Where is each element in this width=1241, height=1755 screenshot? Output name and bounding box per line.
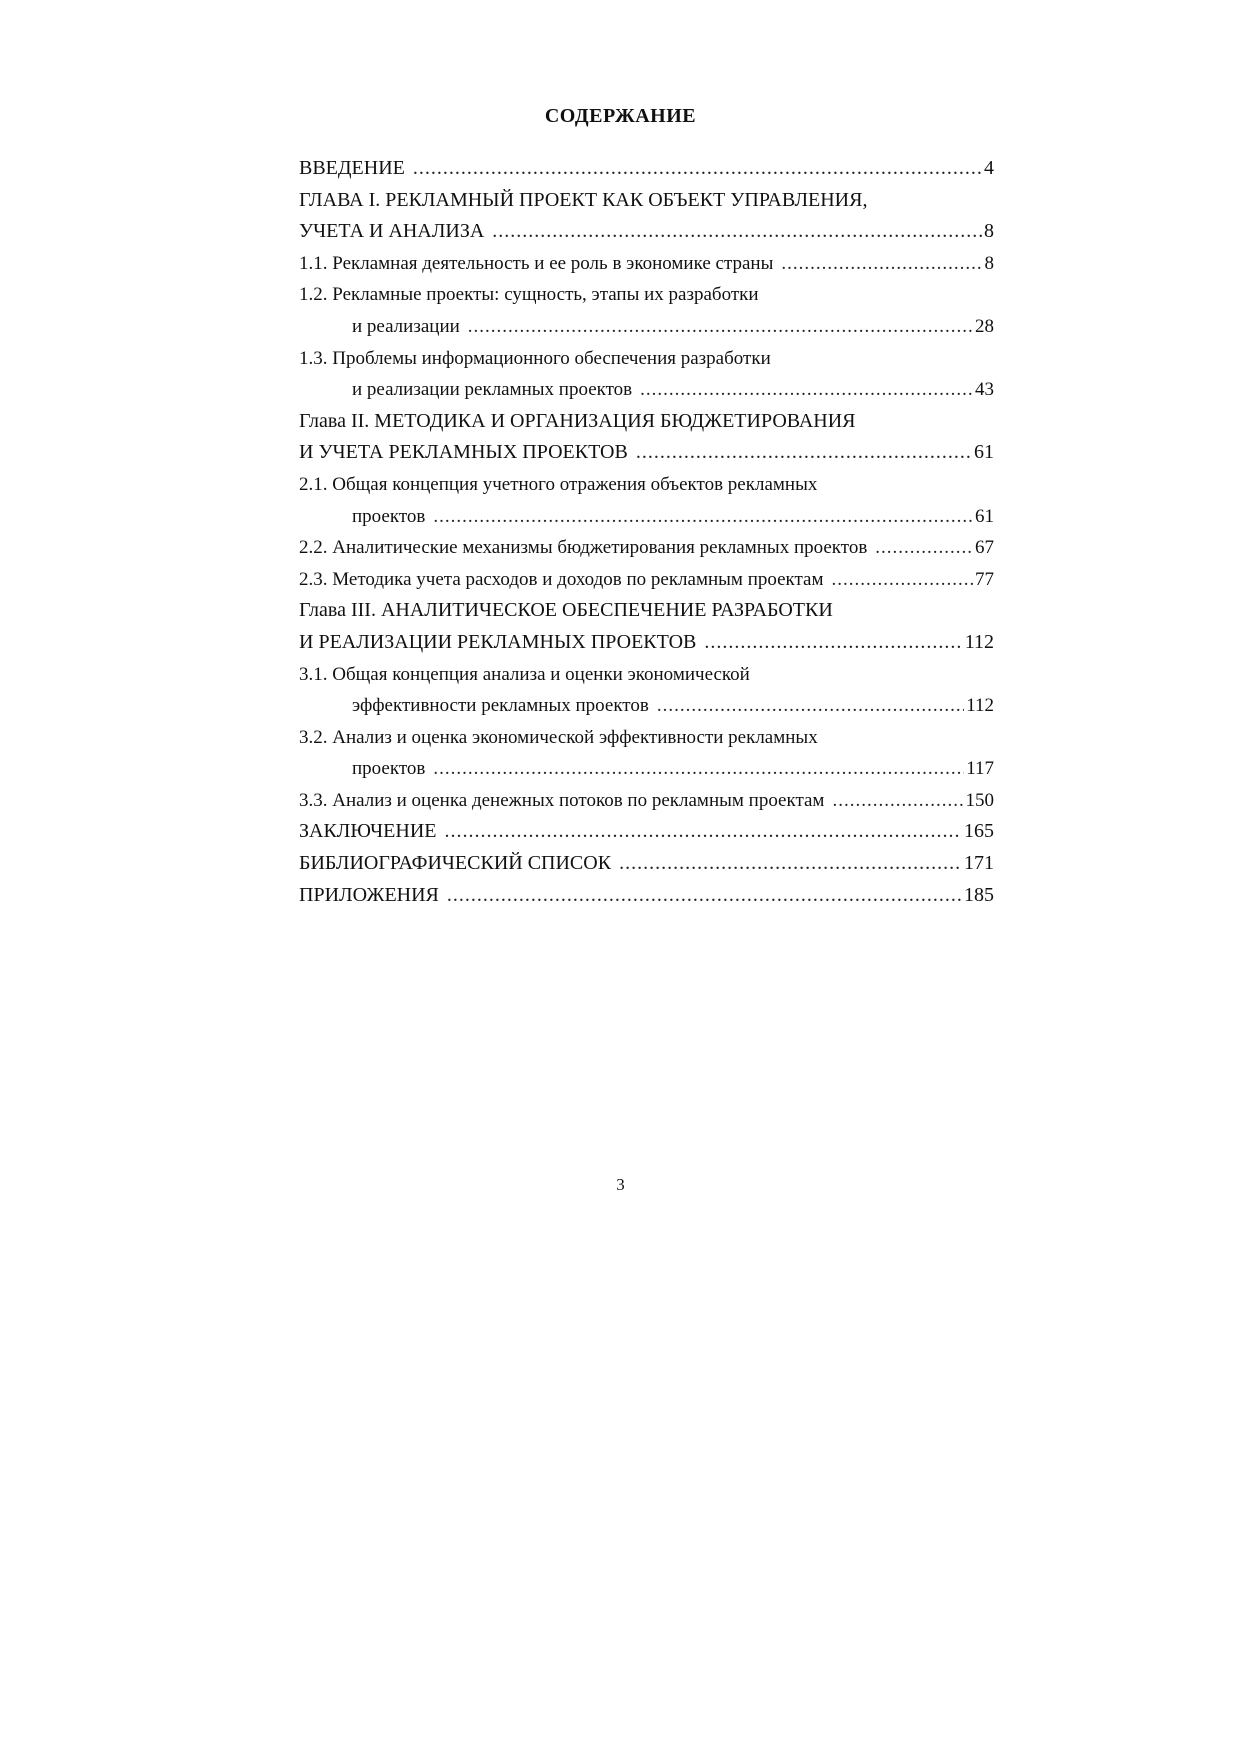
toc-dot-leader: [492, 216, 982, 248]
toc-entry-title: 1.2. Рекламные проекты: сущность, этапы их разработки: [299, 284, 759, 306]
toc-entry-title: БИБЛИОГРАФИЧЕСКИЙ СПИСОК: [299, 852, 612, 875]
toc-entry-title: 2.1. Общая концепция учетного отражения объектов рекламных: [299, 473, 818, 495]
toc-entry-title-continuation: И УЧЕТА РЕКЛАМНЫХ ПРОЕКТОВ: [299, 441, 628, 464]
toc-page-number: 8: [984, 252, 994, 274]
toc-entry-section-2-2[interactable]: [299, 532, 994, 564]
toc-entry-title: Глава II. МЕТОДИКА И ОРГАНИЗАЦИЯ БЮДЖЕТИРОВАНИЯ: [299, 409, 856, 432]
page-number: 3: [616, 1175, 625, 1194]
toc-entry-title: 1.1. Рекламная деятельность и ее роль в экономике страны: [299, 252, 774, 274]
toc-dot-leader: [636, 437, 972, 469]
toc-entry-title-continuation: проектов: [352, 505, 426, 527]
toc-page-number: 77: [975, 568, 994, 590]
toc-entry-introduction[interactable]: [299, 153, 994, 185]
toc-entry-chapter-2[interactable]: [299, 406, 994, 469]
toc-entry-title: 2.2. Аналитические механизмы бюджетирования рекламных проектов: [299, 537, 868, 559]
toc-entry-chapter-3[interactable]: [299, 595, 994, 658]
toc-entry-section-1-3[interactable]: [299, 343, 994, 406]
toc-entry-title: 3.3. Анализ и оценка денежных потоков по рекламным проектам: [299, 789, 825, 811]
toc-entry-section-3-3[interactable]: [299, 785, 994, 817]
toc-dot-leader: [447, 880, 962, 912]
toc-entry-title: 3.2. Анализ и оценка экономической эффективности рекламных: [299, 726, 818, 748]
toc-entry-title-continuation: проектов: [352, 758, 426, 780]
toc-entry-section-1-1[interactable]: [299, 248, 994, 280]
page-title: СОДЕРЖАНИЕ: [544, 105, 697, 127]
toc-entry-title: ПРИЛОЖЕНИЯ: [299, 883, 439, 906]
toc-page-number: 117: [966, 758, 994, 780]
toc-dot-leader: [433, 753, 964, 785]
toc-entry-title-continuation: УЧЕТА И АНАЛИЗА: [299, 220, 485, 243]
toc-page-number: 61: [974, 441, 994, 464]
toc-dot-leader: [619, 848, 962, 880]
toc-dot-leader: [433, 501, 973, 533]
toc-entry-title: ВВЕДЕНИЕ: [299, 157, 405, 179]
toc-dot-leader: [413, 153, 982, 185]
toc-entry-appendices[interactable]: [299, 880, 994, 912]
toc-entry-title: 2.3. Методика учета расходов и доходов по рекламным проектам: [299, 568, 824, 590]
toc-entry-section-2-3[interactable]: [299, 564, 994, 596]
toc-entry-title: 3.1. Общая концепция анализа и оценки экономической: [299, 663, 750, 685]
toc-page-number: 150: [965, 789, 994, 811]
toc-entry-section-3-1[interactable]: [299, 659, 994, 722]
toc-entry-title-continuation: И РЕАЛИЗАЦИИ РЕКЛАМНЫХ ПРОЕКТОВ: [299, 630, 697, 653]
toc-page-number: 4: [984, 157, 994, 179]
toc-entry-section-1-2[interactable]: [299, 279, 994, 342]
toc-entry-title-continuation: и реализации рекламных проектов: [352, 379, 633, 401]
toc-dot-leader: [832, 564, 974, 596]
toc-entry-section-3-2[interactable]: [299, 722, 994, 785]
toc-page-number: 67: [975, 537, 994, 559]
toc-dot-leader: [468, 311, 973, 343]
toc-dot-leader: [832, 785, 963, 817]
toc-page-number: 112: [966, 695, 994, 717]
toc-dot-leader: [875, 532, 973, 564]
toc-page-number: 185: [964, 883, 994, 906]
table-of-contents: [299, 153, 994, 911]
toc-entry-title-continuation: эффективности рекламных проектов: [352, 695, 649, 717]
toc-entry-title: Глава III. АНАЛИТИЧЕСКОЕ ОБЕСПЕЧЕНИЕ РАЗРАБОТКИ: [299, 599, 833, 622]
toc-page-number: 171: [964, 852, 994, 875]
toc-entry-title: ГЛАВА I. РЕКЛАМНЫЙ ПРОЕКТ КАК ОБЪЕКТ УПРАВЛЕНИЯ,: [299, 188, 868, 211]
toc-entry-chapter-1[interactable]: [299, 185, 994, 248]
toc-page-number: 8: [984, 220, 994, 243]
toc-dot-leader: [704, 627, 962, 659]
toc-entry-title-continuation: и реализации: [352, 315, 460, 337]
toc-page-number: 165: [964, 820, 994, 843]
toc-dot-leader: [640, 374, 973, 406]
toc-entry-bibliography[interactable]: [299, 848, 994, 880]
toc-entry-title: ЗАКЛЮЧЕНИЕ: [299, 820, 437, 843]
toc-page-number: 43: [975, 379, 994, 401]
toc-entry-section-2-1[interactable]: [299, 469, 994, 532]
toc-dot-leader: [444, 816, 962, 848]
toc-entry-title: 1.3. Проблемы информационного обеспечения разработки: [299, 347, 771, 369]
toc-dot-leader: [781, 248, 982, 280]
toc-entry-conclusion[interactable]: [299, 816, 994, 848]
toc-page-number: 28: [975, 315, 994, 337]
toc-page-number: 112: [964, 630, 994, 653]
toc-page-number: 61: [975, 505, 994, 527]
toc-dot-leader: [657, 690, 964, 722]
